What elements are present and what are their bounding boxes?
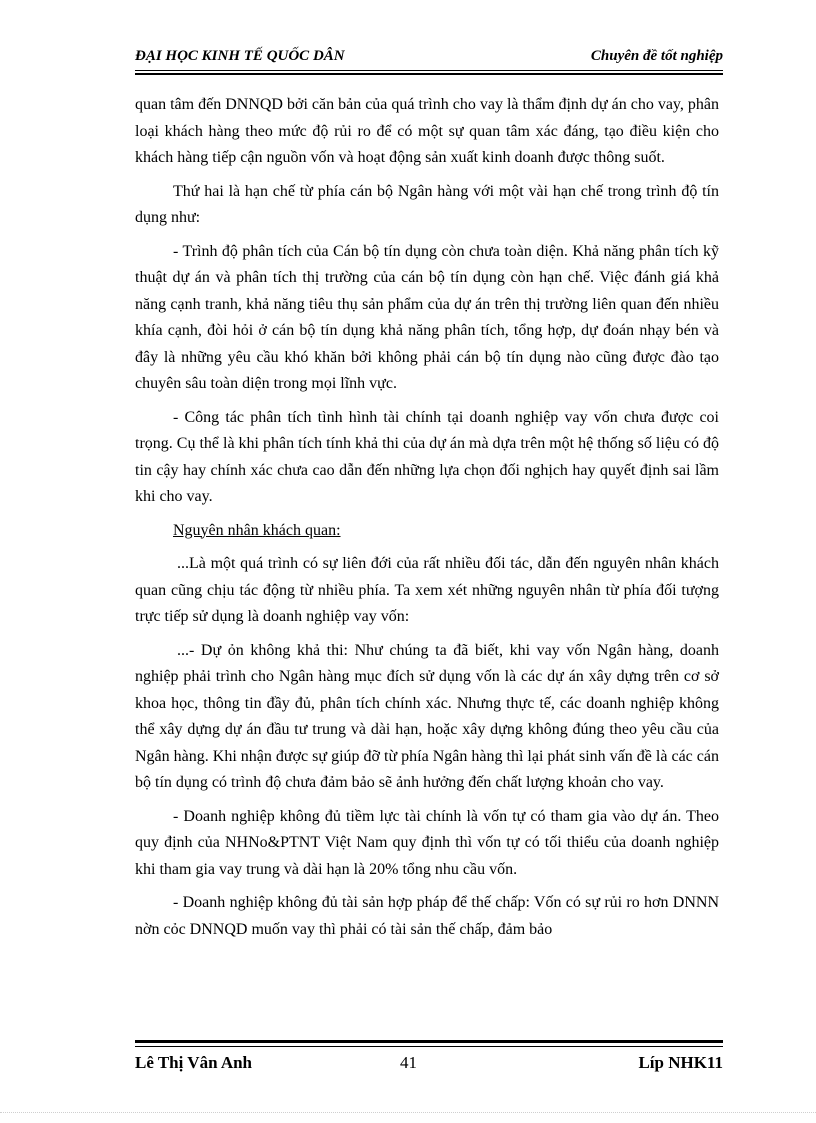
paragraph-8: - Doanh nghiệp không đủ tài sản hợp pháp để thế chấp: Vốn có sự rủi ro hơn DNNN nờn cỏc DNNQD muốn vay thì phải có tài sản thế chấp, đảm bảo: [135, 894, 719, 938]
footer-rule-thick: [135, 1040, 723, 1043]
paragraph-5: ...Là một quá trình có sự liên đới của rất nhiều đối tác, dẫn đến nguyên nhân khách quan cũng chịu tác động từ nhiều phía. Ta xem xét những nguyên nhân từ phía đối tượng trực tiếp sử dụng là doanh nghiệp vay vốn:: [135, 555, 719, 625]
footer-author: Lê Thị Vân Anh: [135, 1053, 253, 1072]
footer-rule-thin: [135, 1046, 723, 1047]
header-rule-thin: [135, 70, 723, 71]
paragraph-1: quan tâm đến DNNQD bởi căn bản của quá trình cho vay là thẩm định dự án cho vay, phân loại khách hàng theo mức độ rủi ro để có một sự quan tâm xác đáng, tạo điều kiện cho khách hàng tiếp cận nguồn vốn và hoạt động sản xuất kinh doanh được thông suốt.: [135, 96, 719, 166]
paragraph-7: - Doanh nghiệp không đủ tiềm lực tài chính là vốn tự có tham gia vào dự án. Theo quy định của NHNo&PTNT Việt Nam quy định thì vốn tự có tối thiểu của doanh nghiệp khi tham gia vay trung và dài hạn là 20% tổng nhu cầu vốn.: [135, 807, 719, 878]
page-footer: [135, 1053, 723, 1077]
header-document-type: Chuyên đề tốt nghiệp: [590, 48, 723, 64]
header-university: ĐẠI HỌC KINH TẾ QUỐC DÂN: [135, 48, 345, 64]
page-boundary-line: [0, 1112, 816, 1113]
subheading-objective-causes: Nguyên nhân khách quan:: [173, 521, 341, 539]
paragraph-2: Thứ hai là hạn chế từ phía cán bộ Ngân hàng với một vài hạn chế trong trình độ tín dụng như:: [135, 182, 719, 226]
footer-class: Líp NHK11: [638, 1053, 723, 1072]
paragraph-3: - Trình độ phân tích của Cán bộ tín dụng còn chưa toàn diện. Khả năng phân tích kỹ thuật dự án và phân tích thị trường của cán bộ tín dụng còn hạn chế. Việc đánh giá khả năng cạnh tranh, khả năng tiêu thụ sản phẩm của dự án trên thị trường liên quan đến nhiều khía cạnh, đòi hỏi ở cán bộ tín dụng khả năng phân tích, tổng hợp, dự đoán nhạy bén và đây là những yêu cầu khó khăn bởi không phải cán bộ tín dụng nào cũng được đào tạo chuyên sâu toàn diện trong mọi lĩnh vực.: [135, 242, 719, 392]
page-body: [135, 92, 719, 950]
paragraph-6: ...- Dự ỏn không khả thi: Như chúng ta đã biết, khi vay vốn Ngân hàng, doanh nghiệp phải trình cho Ngân hàng mục đích sử dụng vốn là các dự án xây dựng trên cơ sở khoa học, thông tin đầy đủ, phân tích chính xác. Nhưng thực tế, các doanh nghiệp không thể xây dựng dự án đầu tư trung và dài hạn, hoặc xây dựng không đúng theo yêu cầu của Ngân hàng. Khi nhận được sự giúp đỡ từ phía Ngân hàng thì lại phát sinh vấn đề là các cán bộ tín dụng có trình độ chưa đảm bảo sẽ ảnh hưởng đến chất lượng khoản cho vay.: [135, 641, 719, 791]
paragraph-4: - Công tác phân tích tình hình tài chính tại doanh nghiệp vay vốn chưa được coi trọng. Cụ thể là khi phân tích tính khả thi của dự án mà dựa trên một hệ thống số liệu có độ tin cậy hay chính xác chưa cao dẫn đến những lựa chọn đối nghịch hay quyết định sai lầm khi cho vay.: [135, 408, 719, 505]
header-rule-thick: [135, 73, 723, 75]
footer-page-number: 41: [400, 1053, 417, 1072]
page-header: [135, 48, 723, 72]
